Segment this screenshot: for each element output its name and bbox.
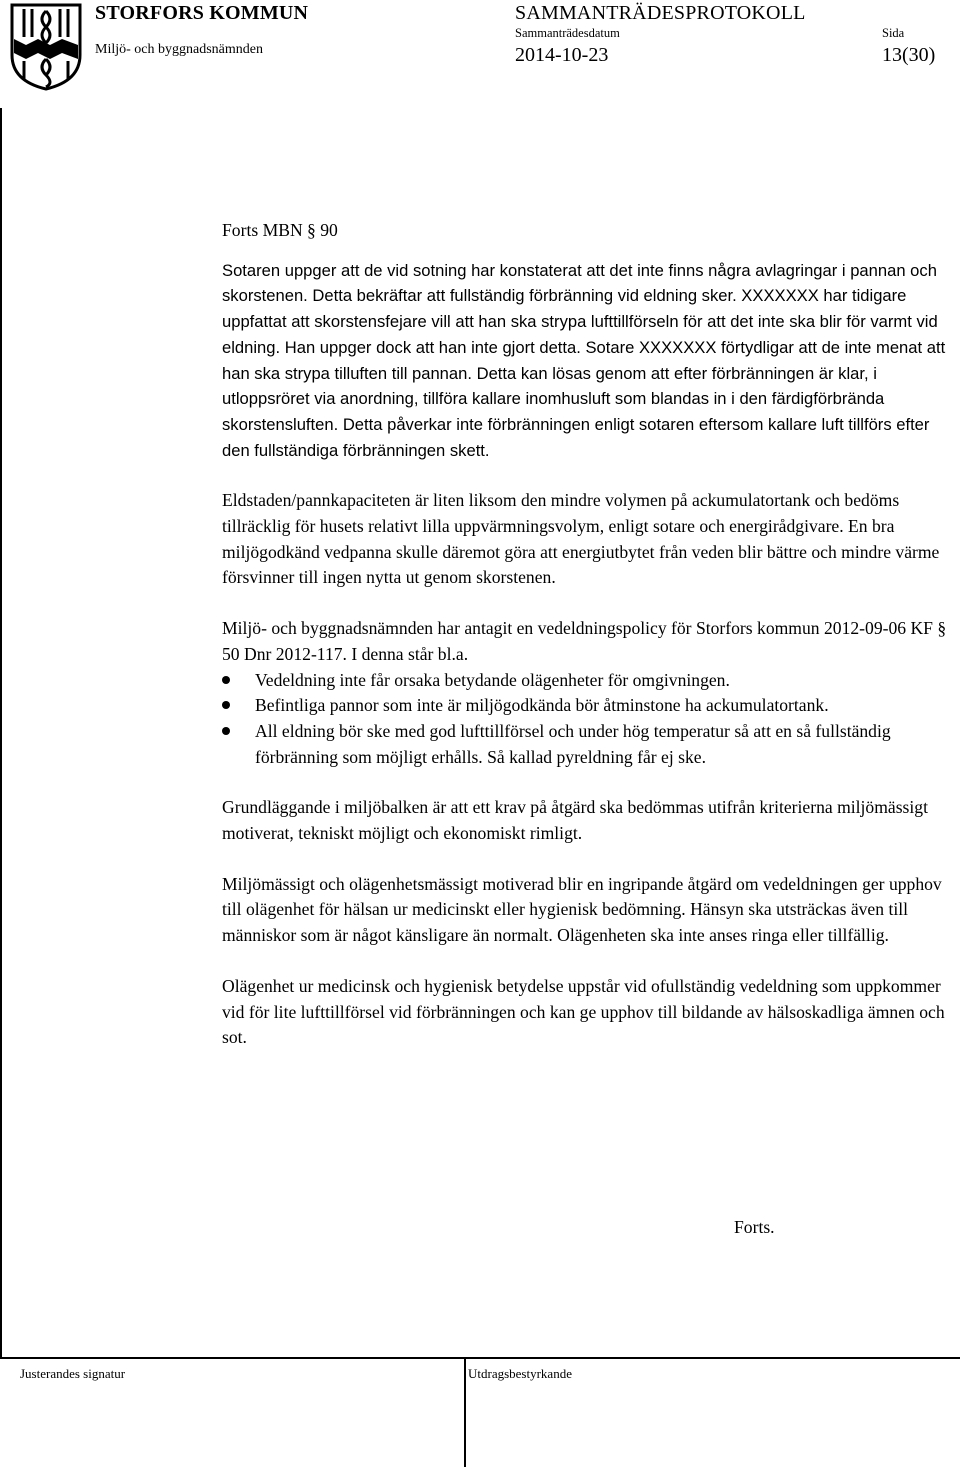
paragraph: Eldstaden/pannkapaciteten är liten liksom den mindre volymen på ackumulatortank och bedöms tillräcklig för husets relativt lilla uppvärmningsvolym, enligt sotare och energirådgivare. En bra miljögodkänd vedpanna skulle däremot göra att energiutbytet från veden blir bättre och mindre värme försvinner till ingen nytta ut genom skorstenen. xyxy=(222,490,940,588)
bullet-icon xyxy=(222,727,230,735)
department-name: Miljö- och byggnadsnämnden xyxy=(95,42,263,57)
list-item xyxy=(222,693,957,719)
list-item-text: Befintliga pannor som inte är miljögodkända bör åtminstone ha ackumulatortank. xyxy=(255,695,829,716)
document-type: SAMMANTRÄDESPROTOKOLL xyxy=(515,2,806,24)
municipality-crest-logo xyxy=(10,3,82,91)
document-body xyxy=(222,218,957,1051)
list-item-text: All eldning bör ske med god lufttillförsel och under hög temperatur så att en så fullständig förbränning som möjligt erhålls. Så kallad pyreldning får ej ske. xyxy=(255,720,891,767)
paragraph: Sotaren uppger att de vid sotning har konstaterat att det inte finns några avlagringar i pannan och skorstenen. Detta bekräftar att fullständig förbränning vid eldning sker. XXXXXXX har tidigare uppfattat att skorstensfejare vill att han ska strypa lufttillförseln för att det inte ska blir för varmt vid eldning. Han uppger dock att han inte gjort detta. Sotare XXXXXXX förtydligar att de inte menat att han ska strypa tilluften till pannan. Detta kan lösas genom att efter förbränningen är klar, i utloppsröret via anordning, tillföra kallare inomhusluft som blandas in i den färdigförbrända skorstensluften. Detta påverkar inte förbränningen enligt sotaren eftersom kallare luft tillförs efter den fullständiga förbränningen skett. xyxy=(222,260,946,460)
policy-bullet-list xyxy=(222,668,957,771)
footer-rule xyxy=(0,1357,960,1359)
list-item xyxy=(222,719,957,770)
continuation-marker: Forts. xyxy=(734,1217,775,1237)
paragraph: Grundläggande i miljöbalken är att ett krav på åtgärd ska bedömmas utifrån kriterierna miljömässigt motiverat, tekniskt möjligt och ekonomiskt rimligt. xyxy=(222,797,928,844)
paragraph: Miljömässigt och olägenhetsmässigt motiverad blir en ingripande åtgärd om vedeldningen ger upphov till olägenhet för hälsan ur medicinskt eller hygienisk bedömning. Hänsyn ska utsträckas även till människor som är något känsligare än normalt. Olägenheten ska inte anses ringa eller tillfällig. xyxy=(222,873,942,946)
meeting-date: 2014-10-23 xyxy=(515,44,609,66)
paragraph: Olägenhet ur medicinsk och hygienisk betydelse uppstår vid ofullständig vedeldning som uppkommer vid för lite lufttillförsel vid förbränningen och kan ge upphov till bildande av hälsoskadliga ämnen och sot. xyxy=(222,975,945,1048)
certified-extract-label: Utdragsbestyrkande xyxy=(468,1366,572,1381)
page-number: 13(30) xyxy=(882,44,936,66)
meeting-date-label: Sammanträdesdatum xyxy=(515,26,620,40)
bullet-icon xyxy=(222,676,230,684)
paragraph: Miljö- och byggnadsnämnden har antagit en vedeldningspolicy för Storfors kommun 2012-09-06 KF § 50 Dnr 2012-117. I denna står bl.a. xyxy=(222,618,947,664)
signature-label: Justerandes signatur xyxy=(20,1366,126,1381)
left-margin-rule xyxy=(0,108,2,1358)
organization-name: STORFORS KOMMUN xyxy=(95,2,309,24)
footer-divider xyxy=(464,1358,466,1467)
list-item-text: Vedeldning inte får orsaka betydande olägenheter för omgivningen. xyxy=(255,669,730,690)
section-title: Forts MBN § 90 xyxy=(222,220,338,240)
list-item xyxy=(222,668,957,694)
bullet-icon xyxy=(222,701,230,709)
page-label: Sida xyxy=(882,26,905,40)
